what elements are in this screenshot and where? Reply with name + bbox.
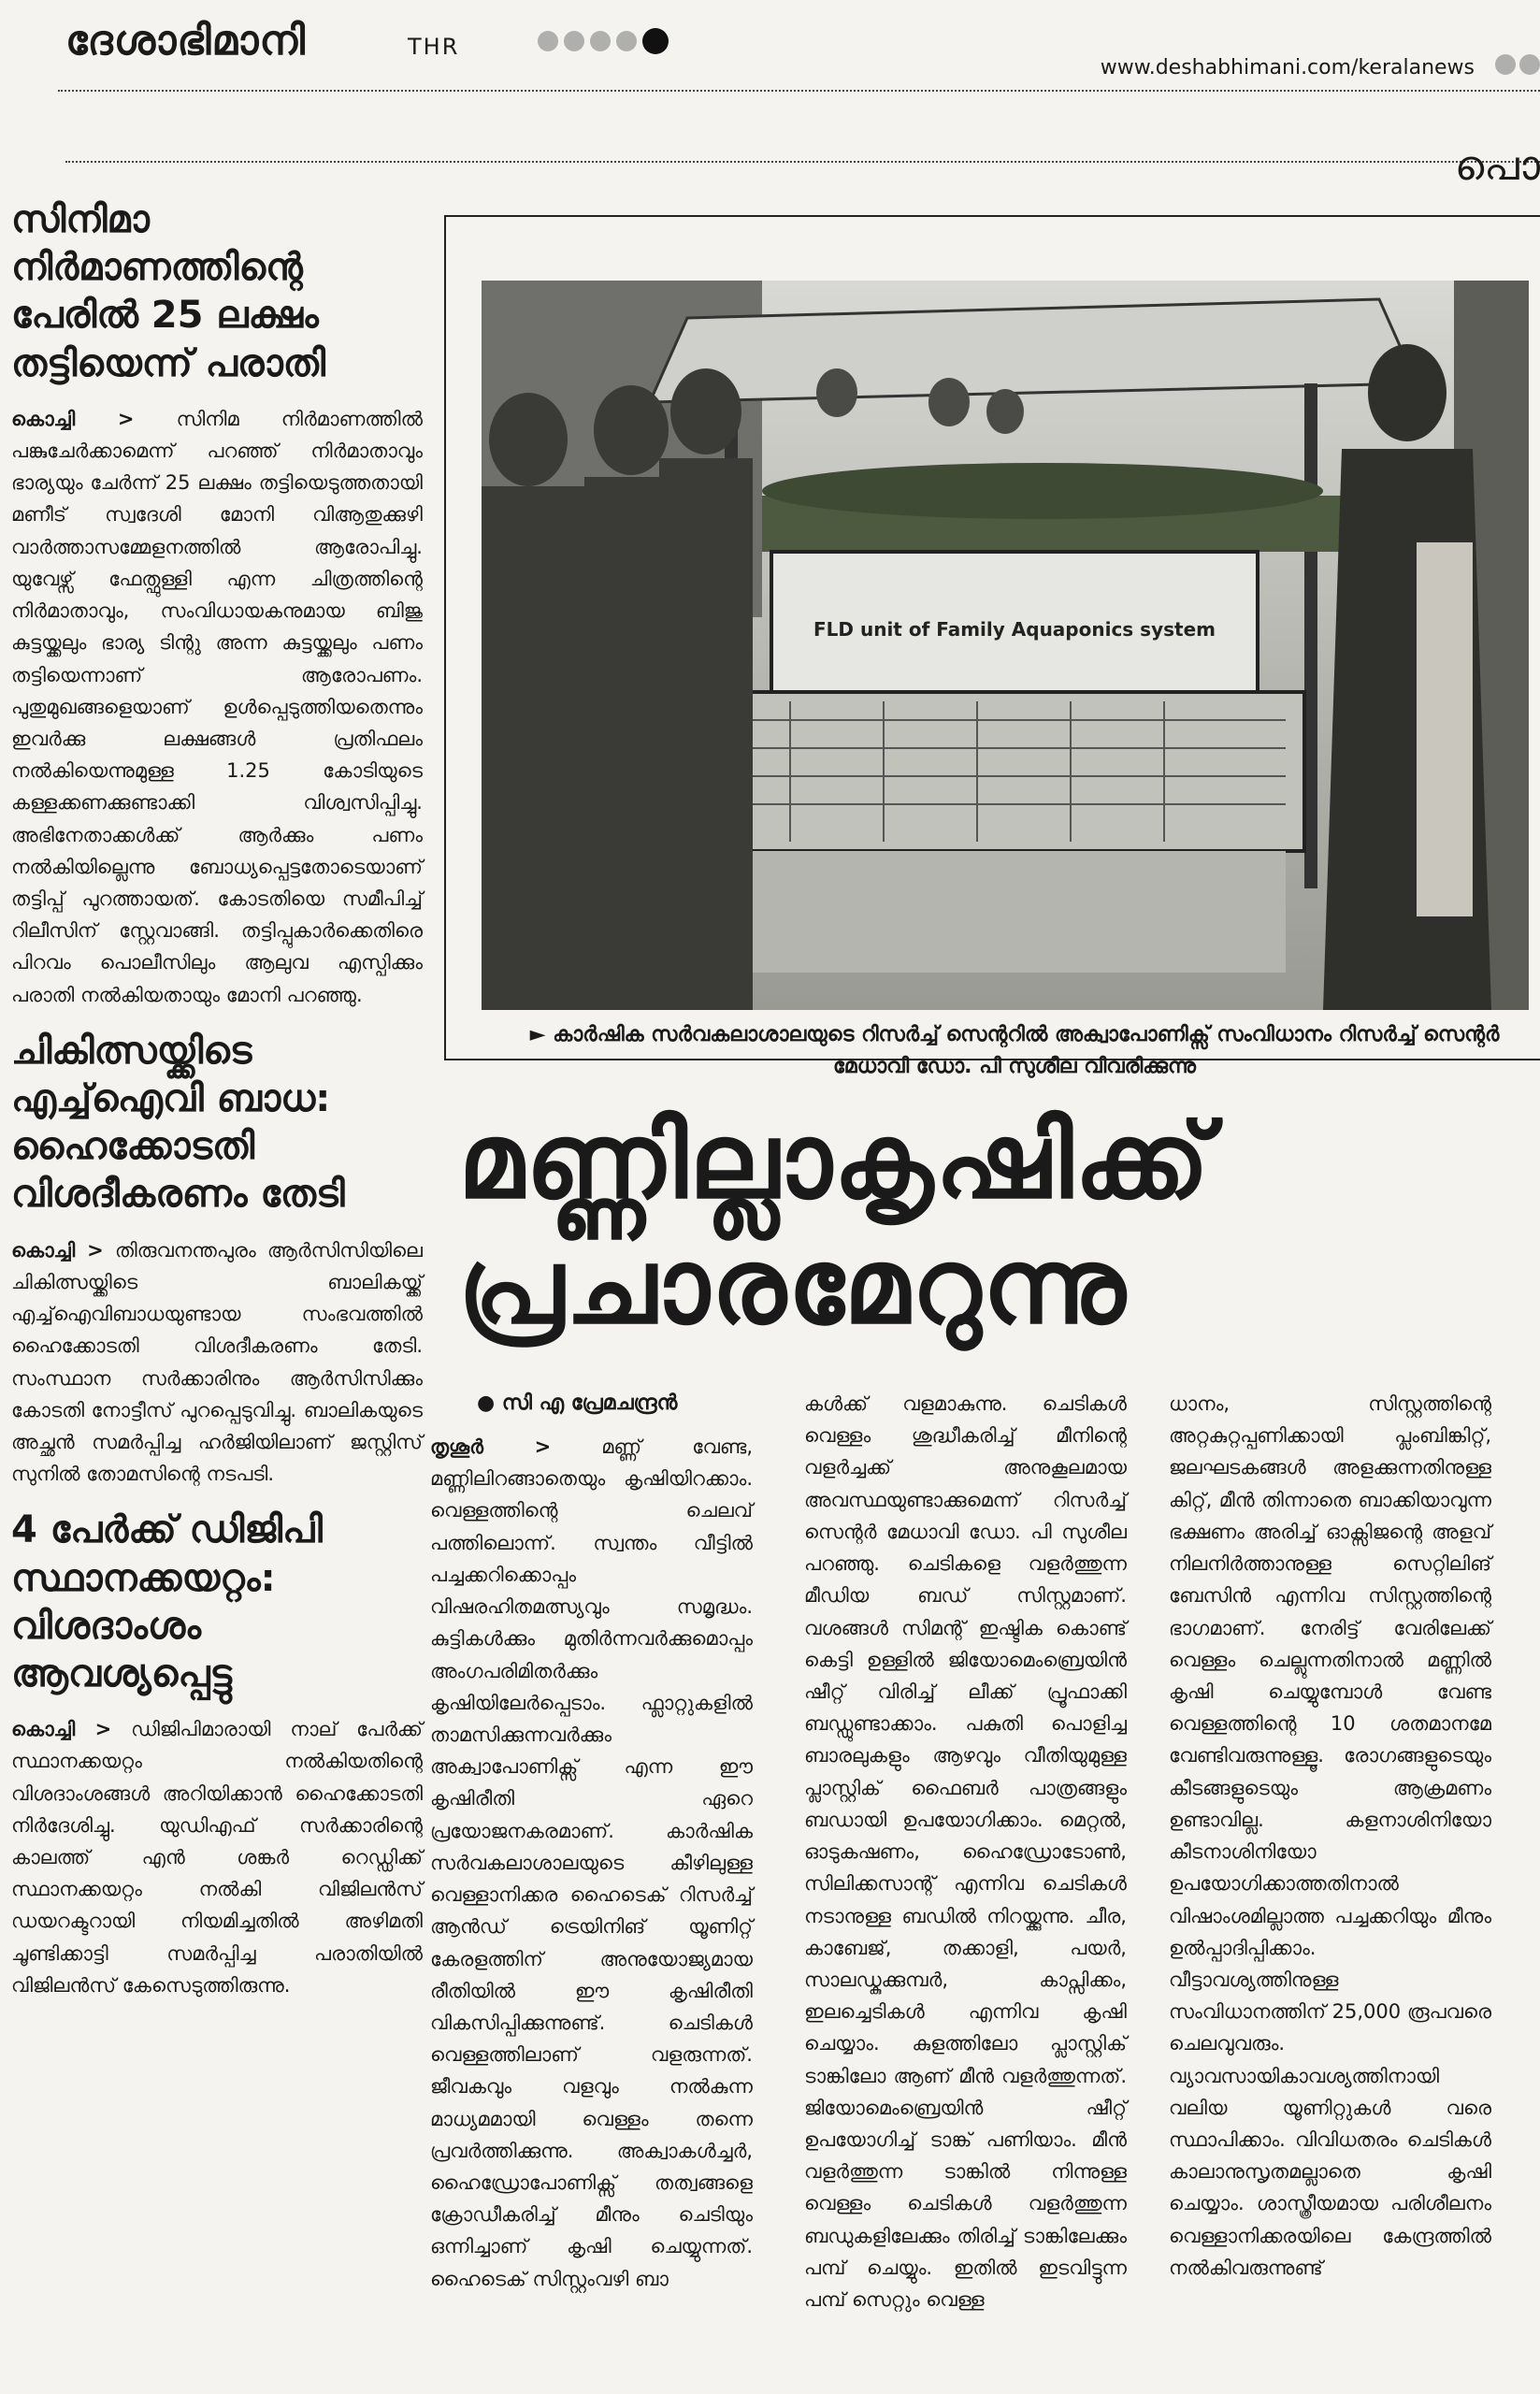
photo-caption: ► കാർഷിക സർവകലാശാലയുടെ റിസർച്ച് സെന്ററിൽ അക്വാപോണിക്സ് സംവിധാനം റിസർച്ച് സെന്റർ മേധാവി ഡോ. പി സുശീല വിവരിക്കുന്നു — [529, 1023, 1500, 1079]
feature-headline — [458, 1099, 1524, 1350]
masthead-dots-right — [1495, 54, 1540, 75]
feature-body — [430, 1431, 753, 2295]
masthead-dots — [538, 28, 669, 54]
dateline: കൊച്ചി > — [11, 407, 135, 430]
feature-column-2 — [804, 1388, 1127, 2332]
masthead-logo: ദേശാഭിമാനി — [65, 17, 307, 65]
feature-body: ധാനം, സിസ്റ്റത്തിന്റെ അറ്റകുറ്റപ്പണിക്കായി പ്ലംബിങ്കിറ്റ്, ജലഘടകങ്ങൾ അളക്കുന്നതിനുള്ള കിറ്റ്, മീൻ തിന്നാതെ ബാക്കിയാവുന്ന ഭക്ഷണം അരിച്ച് ഓക്സിജന്റെ അളവ് നിലനിർത്താനുള്ള സെറ്റിലിങ് ബേസിൻ എന്നിവ സിസ്റ്റത്തിന്റെ ഭാഗമാണ്. നേരിട്ട് വേരിലേക്ക് വെള്ളം ചെല്ലുന്നതിനാൽ മണ്ണിൽ കൃഷി ചെയ്യുമ്പോൾ വേണ്ട വെള്ളത്തിന്റെ 10 ശതമാനമേ വേണ്ടിവരുന്നുള്ളൂ. രോഗങ്ങളുടെയും കീടങ്ങളുടെയും ആക്രമണം ഉണ്ടാവില്ല. കളനാശിനിയോ കീടനാശിനിയോ ഉപയോഗിക്കാത്തതിനാൽ വിഷാംശമില്ലാത്ത പച്ചക്കറിയും മീനും ഉൽപ്പാദിപ്പിക്കാം. വീട്ടാവശ്യത്തിനുള്ള സംവിധാനത്തിന് 25,000 രൂപവരെ ചെലവുവരും. വ്യാവസായികാവശ്യത്തിനായി വലിയ യൂണിറ്റുകൾ വരെ സ്ഥാപിക്കാം. വിവിധതരം ചെടികൾ കാലാനുസൃതമല്ലാതെ കൃഷി ചെയ്യാം. ശാസ്ത്രീയമായ പരിശീലനം വെള്ളാനിക്കരയിലെ കേന്ദ്രത്തിൽ നൽകിവരുന്നുണ്ട് — [1169, 1392, 1491, 2279]
aquaponics-photo — [482, 281, 1529, 1010]
feature-headline-line2: പ്രചാരമേറുന്നു — [458, 1226, 1128, 1348]
story-body — [11, 1234, 423, 1491]
left-column — [11, 196, 423, 2018]
story-body — [11, 403, 423, 1011]
story-cinema-fraud — [11, 196, 423, 1011]
feature-headline-line1: മണ്ണില്ലാകൃഷിക്ക് — [458, 1101, 1212, 1222]
photo-sign-text: FLD unit of Family Aquaponics system — [813, 618, 1216, 641]
section-rule — [65, 161, 1540, 163]
story-headline: 4 പേർക്ക് ഡിജിപി സ്ഥാനക്കയറ്റം: വിശദാംശം ആവശ്യപ്പെട്ടു — [11, 1508, 323, 1695]
story-hiv-court — [11, 1028, 423, 1491]
section-title-fragment: പൊ — [1454, 142, 1540, 190]
dateline: കൊച്ചി > — [11, 1718, 112, 1741]
dateline: കൊച്ചി > — [11, 1238, 104, 1262]
feature-text: മണ്ണ് വേണ്ട, മണ്ണിലിറങ്ങാതെയും കൃഷിയിറക്കാം. വെള്ളത്തിന്റെ ചെലവ് പത്തിലൊന്ന്. സ്വന്തം വീട്ടിൽ പച്ചക്കറിക്കൊപ്പം വിഷരഹിതമത്സ്യവും സമൃദ്ധം. കുട്ടികൾക്കും മുതിർന്നവർക്കുമൊപ്പം അംഗപരിമിതർക്കും കൃഷിയിലേർപ്പെടാം. ഫ്ലാറ്റുകളിൽ താമസിക്കുന്നവർക്കും അക്വാപോണിക്സ് എന്ന ഈ കൃഷിരീതി ഏറെ പ്രയോജനകരമാണ്. കാർഷിക സർവകലാശാലയുടെ കീഴിലുള്ള വെള്ളാനിക്കര ഹൈടെക് റിസർച്ച് ആൻഡ് ട്രെയിനിങ് യൂണിറ്റ് കേരളത്തിന് അനുയോജ്യമായ രീതിയിൽ ഈ കൃഷിരീതി വികസിപ്പിക്കുന്നുണ്ട്. ചെടികൾ വെള്ളത്തിലാണ് വളരുന്നത്. ജീവകവും വളവും നൽകുന്ന മാധ്യമമായി വെള്ളം തന്നെ പ്രവർത്തിക്കുന്നു. അക്വാകൾച്ചർ, ഹൈഡ്രോപോണിക്സ് തത്വങ്ങളെ ക്രോഡീകരിച്ച് മീനും ചെടിയും ഒന്നിച്ചാണ് കൃഷി ചെയ്യുന്നത്. ഹൈടെക് സിസ്റ്റംവഴി ബാ — [430, 1435, 753, 2290]
story-text: ഡിജിപിമാരായി നാല് പേർക്ക് സ്ഥാനക്കയറ്റം നൽകിയതിന്റെ വിശദാംശങ്ങൾ അറിയിക്കാൻ ഹൈക്കോടതി നിർദേശിച്ചു. യുഡിഎഫ് സർക്കാരിന്റെ കാലത്ത് എൻ ശങ്കർ റെഡ്ഡിക്ക് സ്ഥാനക്കയറ്റം നൽകി വിജിലൻസ് ഡയറക്ടറായി നിയമിച്ചതിൽ അഴിമതി ചൂണ്ടിക്കാട്ടി സമർപ്പിച്ച പരാതിയിൽ വിജിലൻസ് കേസെടുത്തിരുന്നു. — [11, 1718, 423, 1997]
edition-code: THR — [408, 34, 460, 60]
story-text: സിനിമ നിർമാണത്തിൽ പങ്കുചേർക്കാമെന്ന് പറഞ്ഞ് നിർമാതാവും ഭാര്യയും ചേർന്ന് 25 ലക്ഷം തട്ടിയെടുത്തതായി മണീട് സ്വദേശി മോനി വിആതുക്കുഴി വാർത്താസമ്മേളനത്തിൽ ആരോപിച്ചു. യുവേഴ്സ് ഫേത്ഫുള്ളി എന്ന ചിത്രത്തിന്റെ നിർമാതാവും, സംവിധായകനുമായ ബിജു കുട്ടയ്ക്കലും ഭാര്യ ടിന്റു അന്ന കുട്ടയ്ക്കലും പണം തട്ടിയെന്നാണ് ആരോപണം. പുതുമുഖങ്ങളെയാണ് ഉൾപ്പെടുത്തിയതെന്നും ഇവർക്കു ലക്ഷങ്ങൾ പ്രതിഫലം നൽകിയെന്നുമുള്ള 1.25 കോടിയുടെ കള്ളക്കണക്കുണ്ടാക്കി വിശ്വസിപ്പിച്ചു. അഭിനേതാക്കൾക്ക് ആർക്കും പണം നൽകിയില്ലെന്നു ബോധ്യപ്പെട്ടതോടെയാണ് തട്ടിപ്പ് പുറത്തായത്. കോടതിയെ സമീപിച്ച് റിലീസിന് സ്റ്റേവാങ്ങി. തട്ടിപ്പുകാർക്കെതിരെ പിറവം പൊലീസിലും ആലുവ എസ്പിക്കും പരാതി നൽകിയതായും മോനി പറഞ്ഞു. — [11, 407, 423, 1006]
website-url: www.deshabhimani.com/keralanews — [1100, 56, 1475, 79]
story-headline: സിനിമാ നിർമാണത്തിന്റെ പേരിൽ 25 ലക്ഷം തട്ടിയെന്ന് പരാതി — [11, 198, 326, 385]
byline: ● സി എ പ്രേമചന്ദ്രൻ — [477, 1392, 678, 1415]
masthead-rule — [58, 90, 1540, 92]
story-dgp-promotion — [11, 1507, 423, 2001]
feature-column-3 — [1169, 1388, 1491, 2300]
story-body — [11, 1713, 423, 2001]
feature-column-1 — [430, 1431, 753, 2312]
feature-body: കൾക്ക് വളമാകുന്നു. ചെടികൾ വെള്ളം ശുദ്ധീകരിച്ച് മീനിന്റെ വളർച്ചക്ക് അനുകൂലമായ അവസ്ഥയുണ്ടാക്കുമെന്ന് റിസർച്ച് സെന്റർ മേധാവി ഡോ. പി സുശീല പറഞ്ഞു. ചെടികളെ വളർത്തുന്ന മീഡിയ ബഡ് സിസ്റ്റമാണ്. വശങ്ങൾ സിമന്റ് ഇഷ്ടിക കൊണ്ട് കെട്ടി ഉള്ളിൽ ജിയോമെംബ്രെയിൻ ഷീറ്റ് വിരിച്ച് ലീക്ക് പ്രൂഫാക്കി ബഡ്ഡുണ്ടാക്കാം. പകുതി പൊളിച്ച ബാരലുകളും ആഴവും വീതിയുമുള്ള പ്ലാസ്റ്റിക് ഫൈബർ പാത്രങ്ങളും ബഡായി ഉപയോഗിക്കാം. മെറ്റൽ, ഓടുകഷണം, ഹൈഡ്രോടോൺ, സിലിക്കസാന്റ് എന്നിവ ചെടികൾ നടാനുള്ള ബഡിൽ നിറയ്ക്കുന്നു. ചീര, കാബേജ്, തക്കാളി, പയർ, സാലഡ്കുക്കുമ്പർ, കാപ്സിക്കം, ഇലച്ചെടികൾ എന്നിവ കൃഷി ചെയ്യാം. കുളത്തിലോ പ്ലാസ്റ്റിക് ടാങ്കിലോ ആണ് മീൻ വളർത്തുന്നത്. ജിയോമെംബ്രെയിൻ ഷീറ്റ് ഉപയോഗിച്ച് ടാങ്ക് പണിയാം. മീൻ വളർത്തുന്ന ടാങ്കിൽ നിന്നുള്ള വെള്ളം ചെടികൾ വളർത്തുന്ന ബഡുകളിലേക്കും തിരിച്ച് ടാങ്കിലേക്കും പമ്പ് ചെയ്യും. ഇതിൽ ഇടവിട്ടുന്ന പമ്പ് സെറ്റും വെള്ള — [804, 1392, 1127, 2312]
dateline: തൃശൂർ > — [430, 1435, 552, 1458]
story-text: തിരുവനന്തപുരം ആർസിസിയിലെ ചികിത്സയ്ക്കിടെ ബാലികയ്ക്ക് എച്ച്ഐവിബാധയുണ്ടായ സംഭവത്തിൽ ഹൈക്കോടതി വിശദീകരണം തേടി. സംസ്ഥാന സർക്കാരിനും ആർസിസിക്കും കോടതി നോട്ടീസ് പുറപ്പെടുവിച്ചു. ബാലികയുടെ അച്ഛൻ സമർപ്പിച്ച ഹർജിയിലാണ് ജസ്റ്റിസ് സുനിൽ തോമസിന്റെ നടപടി. — [11, 1238, 423, 1486]
story-headline: ചികിത്സയ്ക്കിടെ എച്ച്ഐവി ബാധ: ഹൈക്കോടതി വിശദീകരണം തേടി — [11, 1029, 345, 1217]
